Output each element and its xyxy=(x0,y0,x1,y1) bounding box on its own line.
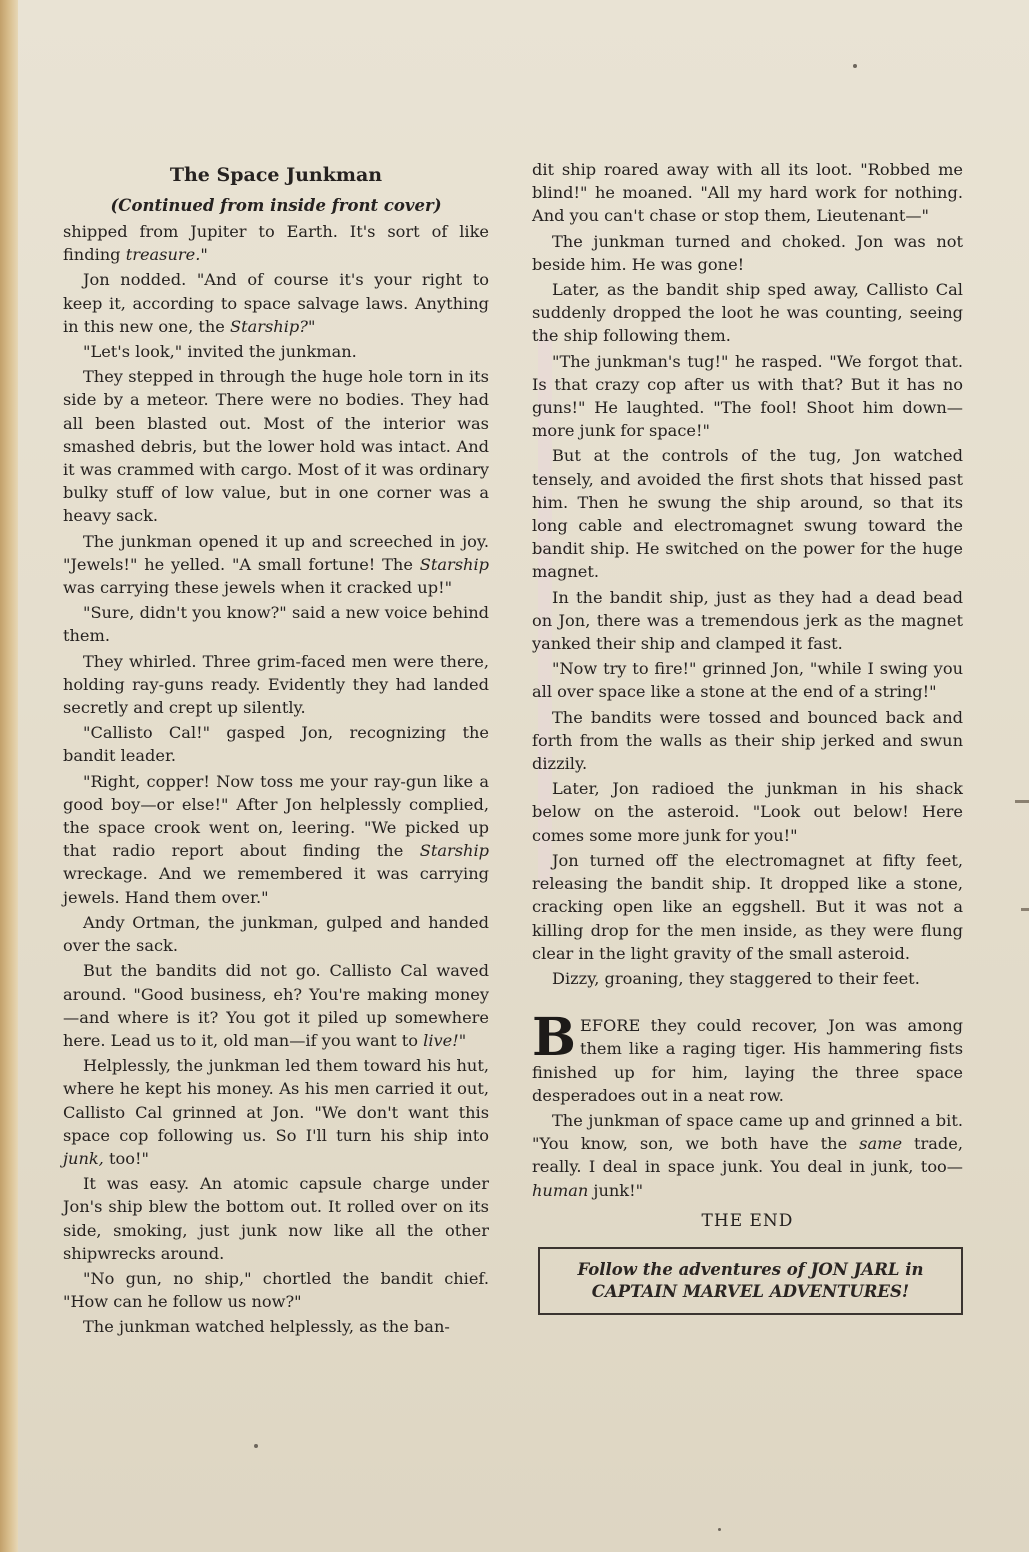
text-run: "Now try to fire!" grinned Jon, "while I swing you all over space like a stone at the end of a string!" xyxy=(532,659,963,702)
story-paragraph xyxy=(63,1267,489,1313)
text-run: too!" xyxy=(103,1148,149,1168)
story-paragraph xyxy=(532,444,963,583)
text-run: trade, really. I deal in space junk. You deal in junk, too— xyxy=(532,1134,963,1177)
text-run: It was easy. An atomic capsule charge under Jon's ship blew the bottom out. It rolled over on its side, smoking, just junk now like all the other shipwrecks around. xyxy=(63,1174,489,1263)
italic-text: live! xyxy=(423,1030,459,1050)
story-paragraph xyxy=(532,777,963,847)
text-run: "No gun, no ship," chortled the bandit chief. "How can he follow us now?" xyxy=(63,1268,489,1312)
text-run: Jon turned off the electromagnet at fifty feet, releasing the bandit ship. It dropped like a stone, cracking open like an eggshell. But it was not a killing drop for the men inside, as they were flung clear in the light gravity of the small asteroid. xyxy=(532,850,963,963)
text-run: But at the controls of the tug, Jon watched tensely, and avoided the first shots that hissed past him. Then he swung the ship around, so that its long cable and electromagnet swung toward the bandit ship. He switched on the power for the huge magnet. xyxy=(532,446,963,582)
text-run: Andy Ortman, the junkman, gulped and handed over the sack. xyxy=(63,912,489,956)
paper-speck xyxy=(718,1528,721,1531)
text-run: Later, Jon radioed the junkman in his shack below on the asteroid. "Look out below! Here comes some more junk for you!" xyxy=(532,779,963,845)
story-paragraph xyxy=(532,706,963,776)
text-run: They stepped in through the huge hole torn in its side by a meteor. There were no bodies. They had all been blasted out. Most of the interior was smashed debris, but the lower hold was intact. And it was crammed with cargo. Most of it was ordinary bulky stuff of low value, but in one corner was a heavy sack. xyxy=(63,367,489,526)
text-run: They whirled. Three grim-faced men were there, holding ray-guns ready. Evidently they had landed secretly and crept up silently. xyxy=(63,651,489,718)
story-paragraph xyxy=(63,721,489,767)
text-run: " xyxy=(200,245,208,265)
text-run: Dizzy, groaning, they staggered to their feet. xyxy=(552,968,920,988)
story-paragraph xyxy=(532,158,963,228)
left-column xyxy=(63,158,489,1341)
story-paragraph xyxy=(63,911,489,957)
italic-text: human xyxy=(532,1180,589,1200)
text-run: Helplessly, the junkman led them toward his hut, where he kept his money. As his men carried it out, Callisto Cal grinned at Jon. "We don't want this space cop following us. So I'll turn his ship into xyxy=(63,1056,489,1145)
edge-tear xyxy=(1021,908,1029,911)
right-column xyxy=(532,158,963,1315)
promo-line-2: CAPTAIN MARVEL ADVENTURES! xyxy=(591,1281,910,1301)
story-paragraph xyxy=(532,278,963,348)
the-end: THE END xyxy=(701,1210,794,1231)
text-run: The bandits were tossed and bounced back and forth from the walls as their ship jerked and swun dizzily. xyxy=(532,707,963,774)
text-run: wreckage. And we remembered it was carrying jewels. Hand them over." xyxy=(63,864,489,907)
story-title: The Space Junkman xyxy=(169,164,383,186)
promo-line-1: Follow the adventures of JON JARL in xyxy=(577,1259,924,1279)
italic-text: junk, xyxy=(63,1148,104,1168)
promo-box xyxy=(538,1247,963,1315)
story-paragraph xyxy=(532,657,963,703)
story-paragraph xyxy=(63,530,489,600)
story-paragraph xyxy=(63,650,489,720)
text-run: shipped from Jupiter to Earth. It's sort of like finding xyxy=(63,222,489,265)
text-run: Jon nodded. "And of course it's your right to keep it, according to space salvage laws. Anything in this new one, the xyxy=(63,270,489,336)
story-paragraph xyxy=(532,849,963,965)
italic-text: Starship xyxy=(419,554,489,574)
italic-text: same xyxy=(859,1134,903,1154)
paper-speck xyxy=(254,1444,258,1448)
text-run: " xyxy=(458,1030,467,1050)
story-paragraph xyxy=(63,959,489,1052)
closing-paragraph xyxy=(532,1109,963,1202)
story-paragraph xyxy=(63,268,489,338)
story-paragraph xyxy=(532,586,963,656)
text-run: dit ship roared away with all its loot. "Robbed me blind!" he moaned. "All my hard work for nothing. And you can't chase or stop them, Lieutenant—" xyxy=(532,160,963,226)
text-run: "The junkman's tug!" he rasped. "We forgot that. Is that crazy cop after us with that? But it has no guns!" He laughted. "The fool! Shoot him down—more junk for space!" xyxy=(532,351,963,441)
text-run: "Let's look," invited the junkman. xyxy=(83,342,357,362)
dropcap-text: EFORE they could recover, Jon was among them like a raging tiger. His hammering fists finished up for him, laying the three space desperadoes out in a neat row. xyxy=(532,1016,963,1105)
left-column-body xyxy=(63,220,489,1339)
text-run: Later, as the bandit ship sped away, Callisto Cal suddenly dropped the loot he was counting, seeing the ship following them. xyxy=(532,280,963,346)
story-paragraph xyxy=(63,340,489,363)
story-paragraph xyxy=(532,967,963,990)
text-run: junk!" xyxy=(588,1180,644,1200)
story-paragraph xyxy=(63,1315,489,1338)
drop-cap: B xyxy=(532,1007,576,1069)
story-paragraph xyxy=(63,1054,489,1170)
story-paragraph xyxy=(532,350,963,443)
text-run: But the bandits did not go. Callisto Cal waved around. "Good business, eh? You're making money—and where is it? You got it piled up somewhere here. Lead us to it, old man—if you want to xyxy=(63,961,489,1050)
italic-text: Starship?" xyxy=(230,316,316,336)
text-run: was carrying these jewels when it cracked up!" xyxy=(63,578,453,598)
text-run: "Callisto Cal!" gasped Jon, recognizing the bandit leader. xyxy=(63,723,489,766)
text-run: In the bandit ship, just as they had a dead bead on Jon, there was a tremendous jerk as the magnet yanked their ship and clamped it fast. xyxy=(532,587,963,654)
italic-text: Starship xyxy=(419,841,489,861)
continued-note: (Continued from inside front cover) xyxy=(110,196,442,215)
text-run: "Right, copper! Now toss me your ray-gun like a good boy—or else!" After Jon helplessly complied, the space crook went on, leering. "We picked up that radio report about finding the xyxy=(63,771,489,861)
text-run: The junkman of space came up and grinned a bit. "You know, son, we both have the xyxy=(532,1110,963,1154)
paper-speck xyxy=(853,64,857,68)
story-paragraph xyxy=(532,230,963,276)
text-run: The junkman watched helplessly, as the ban- xyxy=(83,1317,450,1337)
story-paragraph xyxy=(63,220,489,266)
story-paragraph xyxy=(63,601,489,647)
text-run: The junkman opened it up and screeched in joy. "Jewels!" he yelled. "A small fortune! The xyxy=(63,531,489,574)
dropcap-paragraph xyxy=(532,1007,963,1107)
story-paragraph xyxy=(63,1172,489,1265)
right-column-body xyxy=(532,158,963,990)
story-paragraph xyxy=(63,365,489,527)
story-paragraph xyxy=(63,770,489,909)
text-run: "Sure, didn't you know?" said a new voice behind them. xyxy=(63,603,489,646)
text-run: The junkman turned and choked. Jon was not beside him. He was gone! xyxy=(532,231,963,274)
italic-text: treasure. xyxy=(125,245,201,265)
edge-tear xyxy=(1015,800,1029,803)
